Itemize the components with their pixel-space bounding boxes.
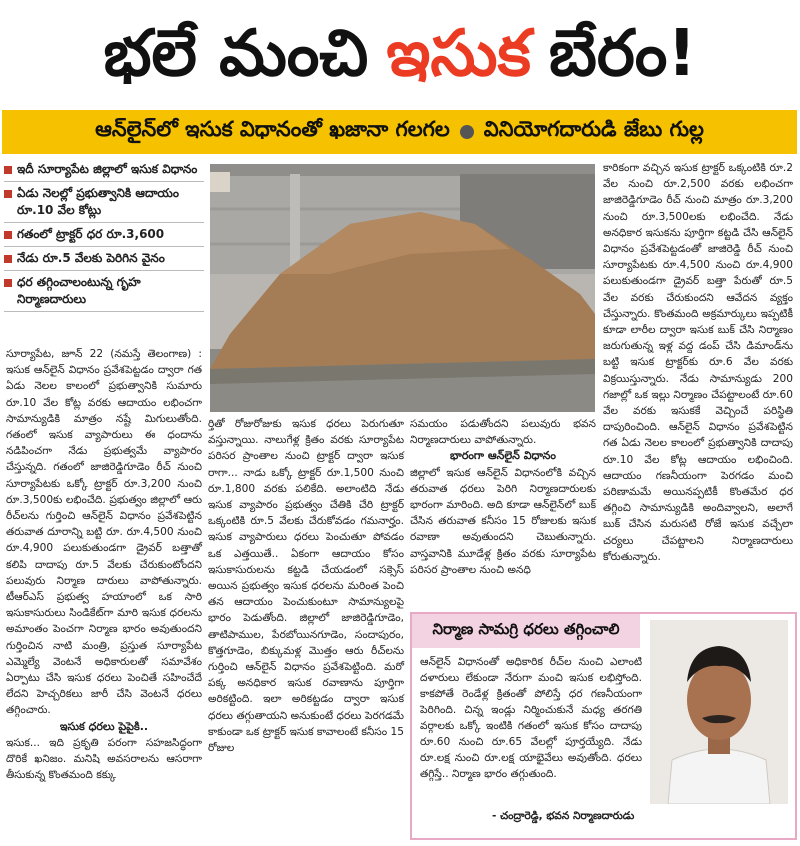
square-bullet-icon — [4, 279, 12, 287]
highlight-text: నేడు రూ.5 వేలకు పెరిగిన వైనం — [17, 251, 165, 265]
article-column-3 — [410, 416, 596, 578]
portrait-illustration — [650, 620, 788, 804]
article-paragraph: జిల్లాలో ఇసుక ఆన్‌లైన్ విధానంలోకి వచ్చిన తరువాత ధరలు పెరిగి నిర్మాణదారులకు భారంగా మారింది. అది కూడా ఆన్‌లైన్‌లో బుక్ చేసిన తరువాత కనీసం 15 రోజులకు ఇసుక రవాణా అవుతుందని చెబుతున్నారు. వాస్తవానికి మూడేళ్ల క్రితం వరకు సూర్యాపేట పరిసర ప్రాంతాల నుంచి అనధి — [410, 466, 596, 576]
highlight-item — [4, 158, 204, 182]
quote-box-text: ఆన్‌లైన్ విధానంతో అధికారిక రీచ్‌ల నుంచి ఎలాంటి దళారులు లేకుండా నేరుగా మంచి ఇసుక లభిస్తోంది. కాకపోతే రెండేళ్ల క్రితంతో పోలిస్తే ధర గణనీయంగా పెరిగింది. చిన్న ఇండ్లు నిర్మించుకునే మధ్య తరగతి వర్గాలకు ఒక్కో ఇంటికి గతంలో ఇసుక కోసం దాదాపు రూ.60 నుంచి రూ.65 వేలల్లో పూర్తయ్యేది. నేడు రూ.లక్ష నుంచి రూ.లక్ష యాభైవేలు అవుతోంది. ధరలు తగ్గిస్తే.. నిర్మాణ భారం తగ్గుతుంది. — [420, 656, 642, 780]
quote-box-title: నిర్మాణ సామగ్రి ధరలు తగ్గించాలి — [412, 614, 640, 648]
subhead-left: ఆన్‌లైన్‌లో ఇసుక విధానంతో ఖజానా గలగల — [95, 117, 450, 141]
article-column-1 — [6, 346, 202, 783]
square-bullet-icon — [4, 190, 12, 198]
highlight-text: ఇదీ సూర్యాపేట జిల్లాలో ఇసుక విధానం — [17, 162, 198, 176]
highlight-item — [4, 182, 204, 223]
headline-part3: బేరం! — [548, 17, 697, 91]
highlight-text: గతంలో ట్రాక్టర్ ధర రూ.3,600 — [17, 227, 165, 241]
article-column-4 — [603, 160, 793, 565]
person-portrait — [650, 620, 788, 804]
highlight-item — [4, 271, 204, 312]
subhead-bar — [2, 110, 797, 154]
article-paragraph: సమయం పడుతోందని పలువురు భవన నిర్మాణదారులు వాపోతున్నారు. — [410, 418, 596, 447]
highlight-item — [4, 247, 204, 271]
article-paragraph: ర్తితో రోజురోజుకు ఇసుక ధరలు పెరుగుతూ వస్తున్నాయి. నాలుగేళ్ల క్రితం వరకు సూర్యాపేట పరిసర ప్రాంతాల నుంచి ట్రాక్టర్ ద్వారా ఇసుక రాగా... నాడు ఒక్కో ట్రాక్టర్ రూ.1,500 నుంచి రూ.1,800 వరకు పలికేది. అలాంటిది నేడు ఇసుక వ్యాపారం ప్రభుత్వం చేతికి చేరి ట్రాక్టర్ ఒక్కంటికి రూ.5 వేలకు చేరుకోవడం గమనార్హం. ఇసుక వ్యాపారులు ధరలు పెంచుతూ పోవడం ఒక ఎత్తయితే.. ఏకంగా ఆదాయం కోసం ఇసుకాసురులను కట్టడి చేయడంలో సక్సెస్ అయిన ప్రభుత్వం ఇసుక ధరలను మరింత పెంచి తన ఆదాయం పెంచుకుంటూ సామాన్యులపై భారం పెడుతోంది. జిల్లాలో జాజిరెడ్డిగూడెం, తాటిపాముల, పేరబోయినగూడెం, సందాపురం, కొత్తగూడెం, బిక్కుమళ్ల మొత్తం ఆరు రీచ్‌లను గుర్తించి ఆన్‌లైన్ విధానం ప్రవేశపెట్టింది. మరో పక్క అనధికార ఇసుక రవాణాను పూర్తిగా అరికట్టింది. ఇలా అరికట్టడం ద్వారా ఇసుక ధరలు తగ్గుతాయని అనుకుంటే ధరలు పెరగడమే కాకుండా ఒక ట్రాక్టర్ ఇసుక కావాలంటే కనీసం 15 రోజుల — [208, 418, 404, 755]
sand-pile-illustration — [210, 164, 595, 412]
subhead-right: వినియోగదారుడి జేబు గుల్ల — [483, 117, 704, 141]
bullet-dot-icon — [460, 125, 474, 139]
headline-part2: ఇసుక — [386, 17, 531, 91]
quote-credit: - చంద్రారెడ్డి, భవన నిర్మాణదారుడు — [492, 810, 635, 822]
headline-part1: భలే మంచి — [103, 17, 369, 91]
section-subheading: ఇసుక ధరలు పైపైకి.. — [59, 719, 149, 733]
sand-pile-photo — [210, 164, 595, 412]
article-paragraph: కారికంగా వచ్చిన ఇసుక ట్రాక్టర్ ఒక్కంటికి రూ.2 వేల నుంచి రూ.2,500 వరకు లభించగా జాజిరెడ్డిగూడెం రీచ్ నుంచి మాత్రం రూ.3,200 నుంచి రూ.3,500లకు లభించేది. నేడు అనధికార ఇసుకను పూర్తిగా కట్టడి చేసి ఆన్‌లైన్ విధానం ప్రవేశపెట్టడంతో జాజిరెడ్డి రీచ్ నుంచి సూర్యాపేటకు రూ.4,500 నుంచి రూ.4,900 పలుకుతుండగా డ్రైవర్ బత్తా పేరుతో రూ.5 వేల వరకు చేరుకుందని ఆవేదన వ్యక్తం చేస్తున్నారు. కొంతమంది అక్రమార్కులు ఇప్పటికీ కూడా లారీల ద్వారా ఇసుక బుక్ చేసి నిర్మాణం జరుగుతున్న ఇళ్ల వద్ద డంప్ చేసి డిమాండ్‌ను బట్టి ఇసుక ట్రాక్టర్‌కు రూ.6 వేల వరకు విక్రయిస్తున్నారు. నేడు సామాన్యుడు 200 గజాల్లో ఒక ఇల్లు నిర్మాణం చేపట్టాలంటే రూ.60 వేల వరకు ఇసుకకే వెచ్చించే పరిస్థితి దాపురించింది. ఆన్‌లైన్ విధానం ప్రవేశపెట్టిన గత ఏడు నెలల కాలంలో ప్రభుత్వానికి దాదాపు రూ.10 వేల కోట్ల ఆదాయం లభించింది. ఆదాయం గణనీయంగా పెరగడం మంచి పరిణామమే అయినప్పటికీ కొంతమేర ధర తగ్గించి సామాన్యుడికి అందివ్వాలని, అలాగే బుక్ చేసిన మరుసటి రోజే ఇసుక వచ్చేలా చర్యలు చేపట్టాలని నిర్మాణదారులు కోరుతున్నారు. — [603, 162, 793, 563]
square-bullet-icon — [4, 255, 12, 263]
headline — [0, 0, 800, 108]
article-column-2 — [208, 416, 404, 756]
quote-box — [410, 612, 797, 840]
highlights-list — [4, 158, 204, 312]
highlight-item — [4, 223, 204, 247]
square-bullet-icon — [4, 166, 12, 174]
square-bullet-icon — [4, 231, 12, 239]
highlight-text: ధర తగ్గించాలంటున్న గృహ నిర్మాణదారులు — [17, 275, 141, 306]
article-paragraph: ఇసుక... ఇది ప్రకృతి పరంగా సహజసిద్ధంగా దొరికే ఖనిజం. మనిషి అవసరాలను ఆసరాగా తీసుకున్న కొంతమంది కక్కు — [6, 736, 202, 782]
section-subheading: భారంగా ఆన్‌లైన్ విధానం — [450, 449, 556, 463]
article-paragraph: సూర్యాపేట, జూన్ 22 (నమస్తే తెలంగాణ) : ఇసుక ఆన్‌లైన్ విధానం ప్రవేశపెట్టడం ద్వారా గత ఏడు నెలల కాలంలో ప్రభుత్వానికి సుమారు రూ.10 వేల కోట్ల వరకు ఆదాయం లభించగా సామాన్యుడికి మాత్రం నష్టే మిగులుతోంది. గతంలో ఇసుక వ్యాపారులు ఈ ధందాను నడిపించగా నేడు ప్రభుత్వమే వ్యాపారం చేస్తున్నది. గతంలో జాజిరెడ్డిగూడెం రీచ్ నుంచి సూర్యాపేటకు ఒక్కో ట్రాక్టర్ రూ.3,200 నుంచి రూ.3,500కు లభించేది. ప్రభుత్వం జిల్లాలో ఆరు రీచ్‌లను గుర్తించి ఆన్‌లైన్ విధానం ప్రవేశపెట్టిన తరువాత దూరాన్ని బట్టి రూ. రూ.4,500 నుంచి రూ.4,900 పలుకుతుండగా డ్రైవర్ బత్తాతో కలిపి దాదాపు రూ.5 వేలకు చేరుకుంటోందని పలువురు నిర్మాణ దారులు వాపోతున్నారు. టీఆర్‌ఎస్ ప్రభుత్వ హయాంలో ఒక సారి ఇసుకాసురులు సిండికేట్‌గా మారి ఇసుక ధరలను అమాంతం పెంచగా నిర్మాణ భారం అవుతుందని గుర్తించిన నాటి మంత్రి, ప్రస్తుత సూర్యాపేట ఎమ్మెల్యే వెంటనే అధికారులతో సమావేశం ఏర్పాటు చేసి ఇసుక ధరలు పెంచితే సహించేదే లేదని హెచ్చరికలు జారీ చేసి వెంటనే ధరలు తగ్గించారు. — [6, 348, 202, 717]
highlight-text: ఏడు నెలల్లో ప్రభుత్వానికి ఆదాయం రూ.10 వేల కోట్లు — [17, 186, 179, 217]
